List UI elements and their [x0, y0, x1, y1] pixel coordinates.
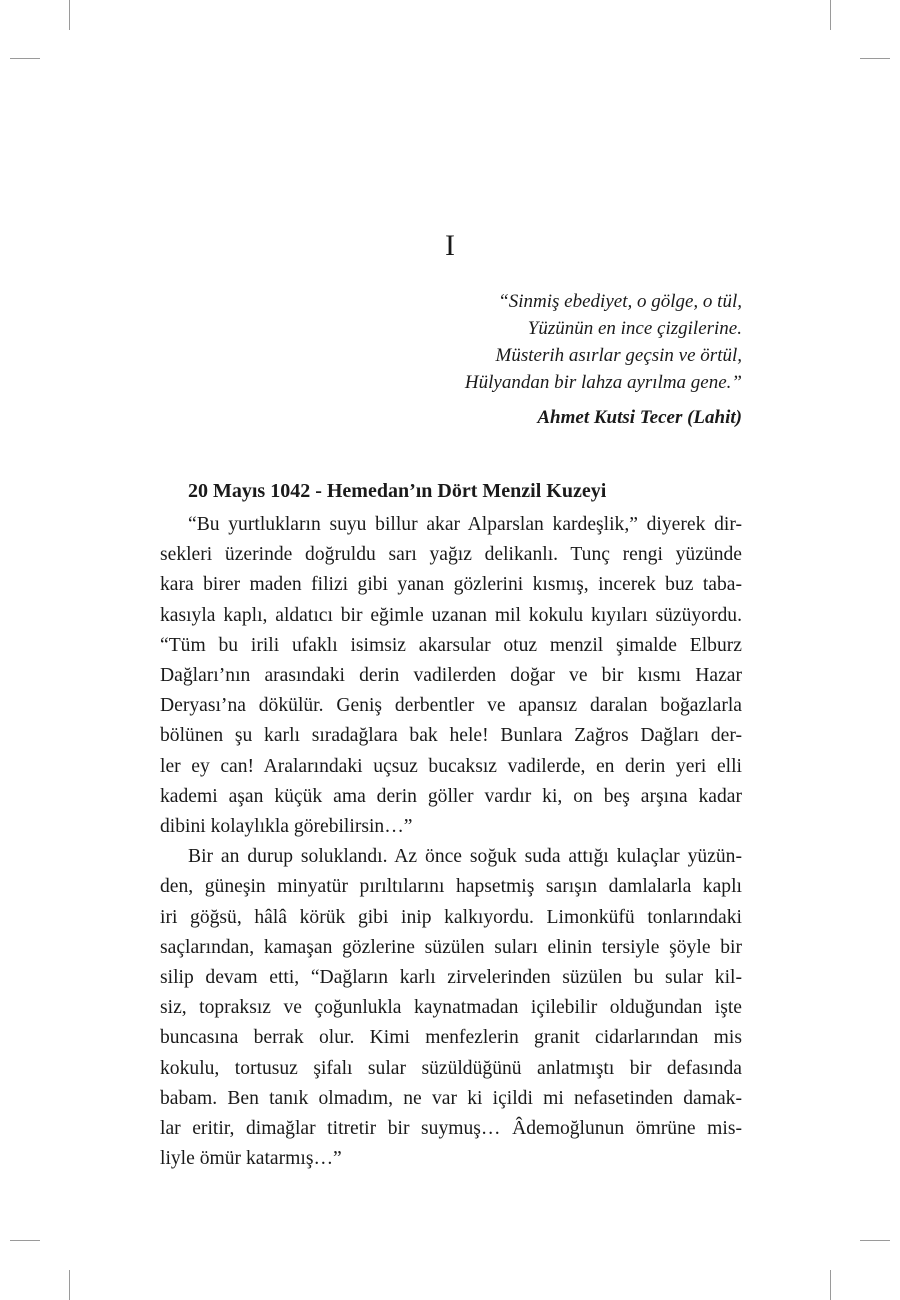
paragraph: [160, 510, 742, 842]
crop-mark-top-left: [69, 0, 70, 30]
text-line: kasıyla kaplı, aldatıcı bir eğimle uzanan mil kokulu kıyıları süzüyordu.: [160, 604, 742, 626]
section-heading: 20 Mayıs 1042 - Hemedan’ın Dört Menzil Kuzeyi: [188, 480, 607, 502]
epigraph-line: Hülyandan bir lahza ayrılma gene.”: [464, 372, 742, 393]
text-line: lar eritir, dimağlar titretir bir suymuş… Âdemoğlunun ömrüne mis-: [160, 1118, 742, 1140]
crop-mark-left-bottom: [10, 1240, 40, 1241]
paragraph: [160, 842, 742, 1174]
chapter-number: I: [445, 229, 455, 262]
text-line: ler ey can! Aralarındaki uçsuz bucaksız vadilerde, en derin yeri elli: [160, 755, 742, 777]
text-line: kademi aşan küçük ama derin göller vardır ki, on beş arşına kadar: [160, 785, 742, 807]
text-line: den, güneşin minyatür pırıltılarını hapsetmiş sarışın damlalarla kaplı: [160, 876, 742, 898]
crop-mark-right-top: [860, 58, 890, 59]
crop-mark-bottom-right: [830, 1270, 831, 1300]
text-line: babam. Ben tanık olmadım, ne var ki içildi mi nefasetinden damak-: [160, 1087, 742, 1109]
crop-mark-left-top: [10, 58, 40, 59]
text-line: kokulu, tortusuz şifalı sular süzüldüğünü anlatmıştı bir defasında: [160, 1057, 742, 1079]
crop-mark-right-bottom: [860, 1240, 890, 1241]
text-line: kara birer maden filizi gibi yanan gözlerini kısmış, incerek buz taba-: [160, 574, 742, 596]
text-line: “Bu yurtlukların suyu billur akar Alparslan kardeşlik,” diyerek dir-: [188, 514, 742, 535]
crop-mark-top-right: [830, 0, 831, 30]
text-line: bölünen şu karlı sıradağlara bak hele! Bunlara Zağros Dağları der-: [160, 725, 742, 747]
text-line: sekleri üzerinde doğruldu sarı yağız delikanlı. Tunç rengi yüzünde: [160, 544, 742, 566]
epigraph-attribution: Ahmet Kutsi Tecer (Lahit): [537, 407, 742, 428]
text-line: Deryası’na dökülür. Geniş derbentler ve apansız daralan boğazlarla: [160, 695, 742, 717]
epigraph-line: Yüzünün en ince çizgilerine.: [527, 318, 742, 339]
text-line: saçlarından, kamaşan gözlerine süzülen suları elinin tersiyle şöyle bir: [160, 936, 742, 958]
epigraph: [465, 288, 742, 431]
crop-mark-bottom-left: [69, 1270, 70, 1300]
epigraph-line: “Sinmiş ebediyet, o gölge, o tül,: [498, 291, 742, 312]
text-line: “Tüm bu irili ufaklı isimsiz akarsular otuz menzil şimalde Elburz: [160, 634, 742, 656]
text-line: liyle ömür katarmış…”: [160, 1148, 342, 1170]
text-line: Bir an durup soluklandı. Az önce soğuk suda attığı kulaçlar yüzün-: [188, 846, 742, 868]
section-body: [160, 476, 742, 1174]
text-line: siz, topraksız ve çoğunlukla kaynatmadan içilebilir olduğundan işte: [160, 997, 742, 1019]
text-line: buncasına berrak olur. Kimi menfezlerin granit cidarlarından mis: [160, 1027, 742, 1049]
text-line: silip devam etti, “Dağların karlı zirvelerinden süzülen bu sular kil-: [160, 967, 742, 989]
text-line: dibini kolaylıkla görebilirsin…”: [160, 816, 413, 838]
text-line: iri göğsü, hâlâ körük gibi inip kalkıyordu. Limonküfü tonlarındaki: [160, 906, 742, 928]
epigraph-line: Müsterih asırlar geçsin ve örtül,: [495, 345, 742, 366]
text-line: Dağları’nın arasındaki derin vadilerden doğar ve bir kısmı Hazar: [160, 665, 742, 687]
